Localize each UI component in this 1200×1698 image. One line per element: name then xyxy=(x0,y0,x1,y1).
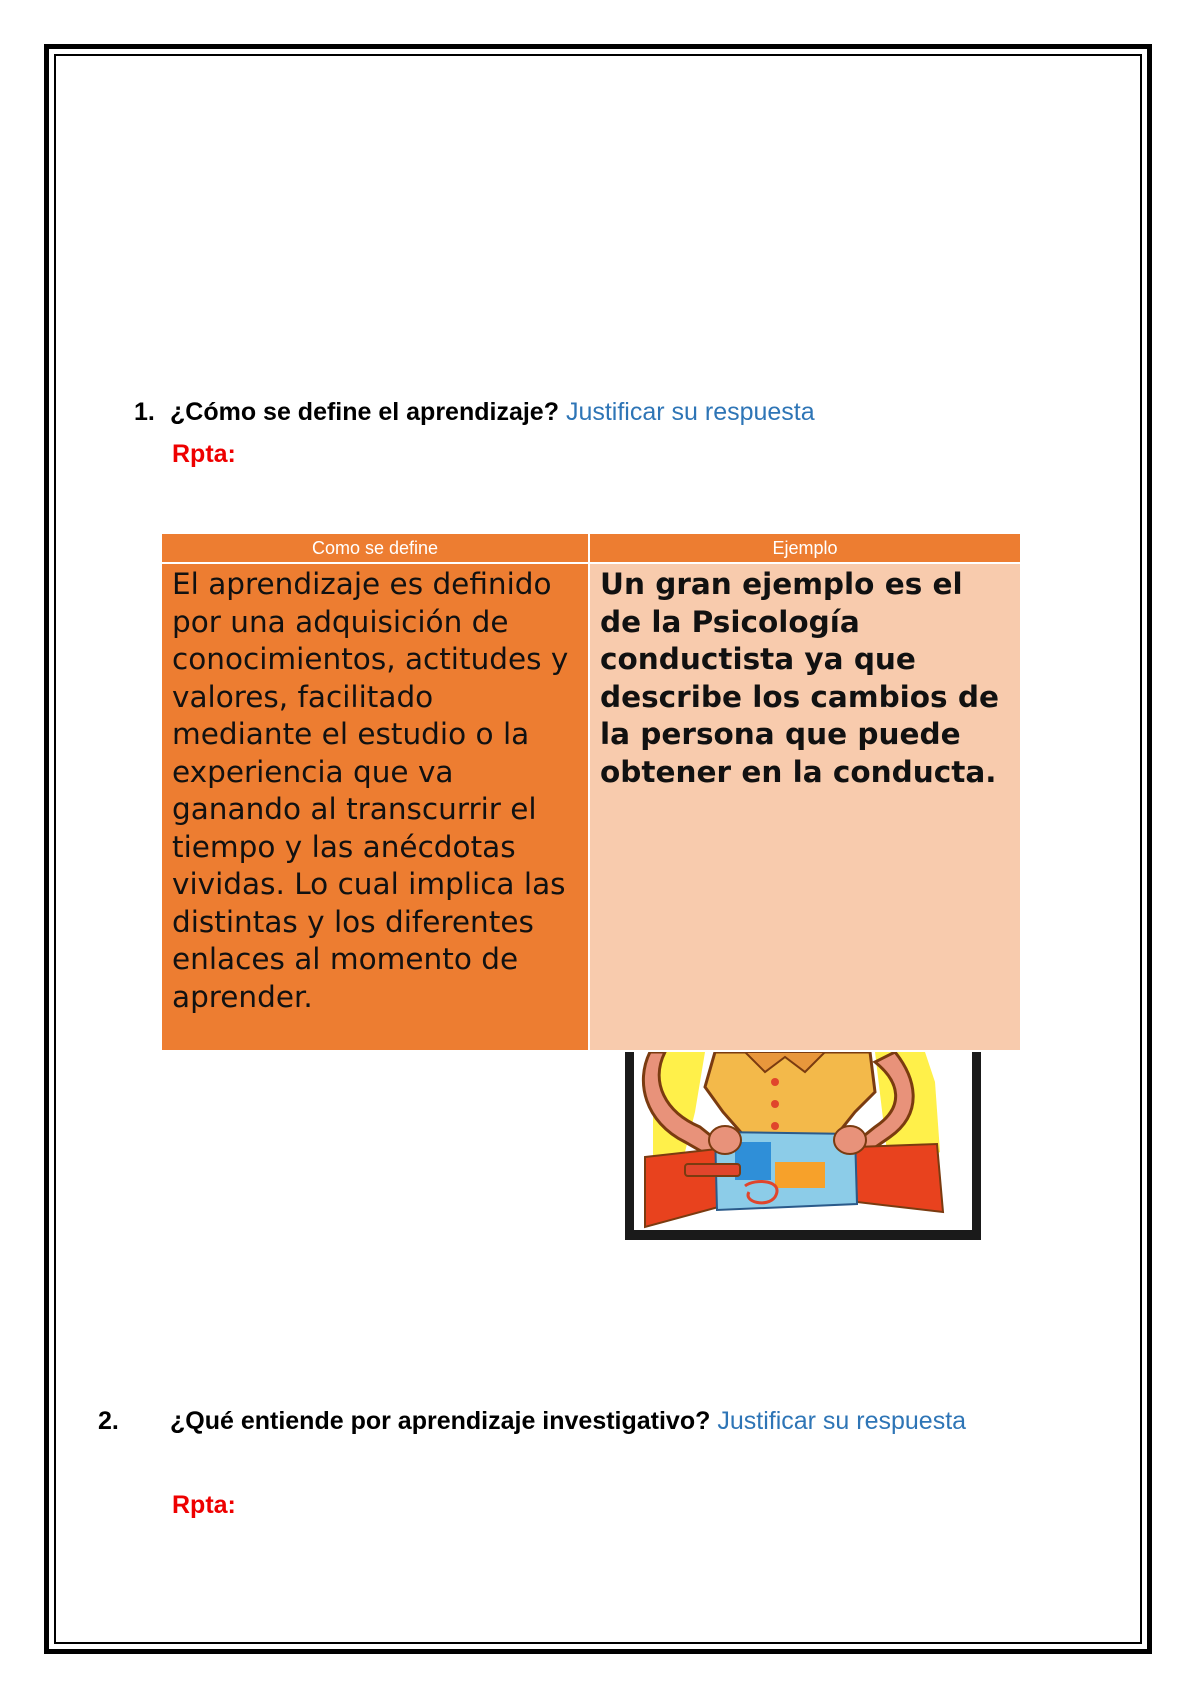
question-2 xyxy=(98,1400,1072,1442)
question-1-justify: Justificar su respuesta xyxy=(565,398,815,426)
header-ejemplo: Ejemplo xyxy=(589,533,1021,563)
answer-table-header-row xyxy=(161,533,1021,563)
question-2-answer-label: Rpta: xyxy=(172,1491,236,1519)
question-1 xyxy=(134,391,1034,433)
question-1-text: ¿Cómo se define el aprendizaje? xyxy=(170,398,559,426)
answer-table xyxy=(160,532,1022,1052)
question-1-number: 1. xyxy=(134,398,155,426)
definition-cell: El aprendizaje es definido por una adquisición de conocimientos, actitudes y valores, facilitado mediante el estudio o la experiencia que va ganando al transcurrir el tiempo y las anécdotas vividas. Lo cual implica las distintas y los diferentes enlaces al momento de aprender. xyxy=(161,563,589,1051)
question-2-justify: Justificar su respuesta xyxy=(717,1407,967,1435)
question-2-text: ¿Qué entiende por aprendizaje investigativo? xyxy=(170,1407,711,1435)
learning-illustration xyxy=(625,1052,981,1240)
answer-table-row xyxy=(161,563,1021,1051)
question-2-number: 2. xyxy=(98,1407,119,1435)
header-como-se-define: Como se define xyxy=(161,533,589,563)
question-1-answer-label: Rpta: xyxy=(172,440,236,468)
example-cell: Un gran ejemplo es el de la Psicología conductista ya que describe los cambios de la persona que puede obtener en la conducta. xyxy=(589,563,1021,1051)
